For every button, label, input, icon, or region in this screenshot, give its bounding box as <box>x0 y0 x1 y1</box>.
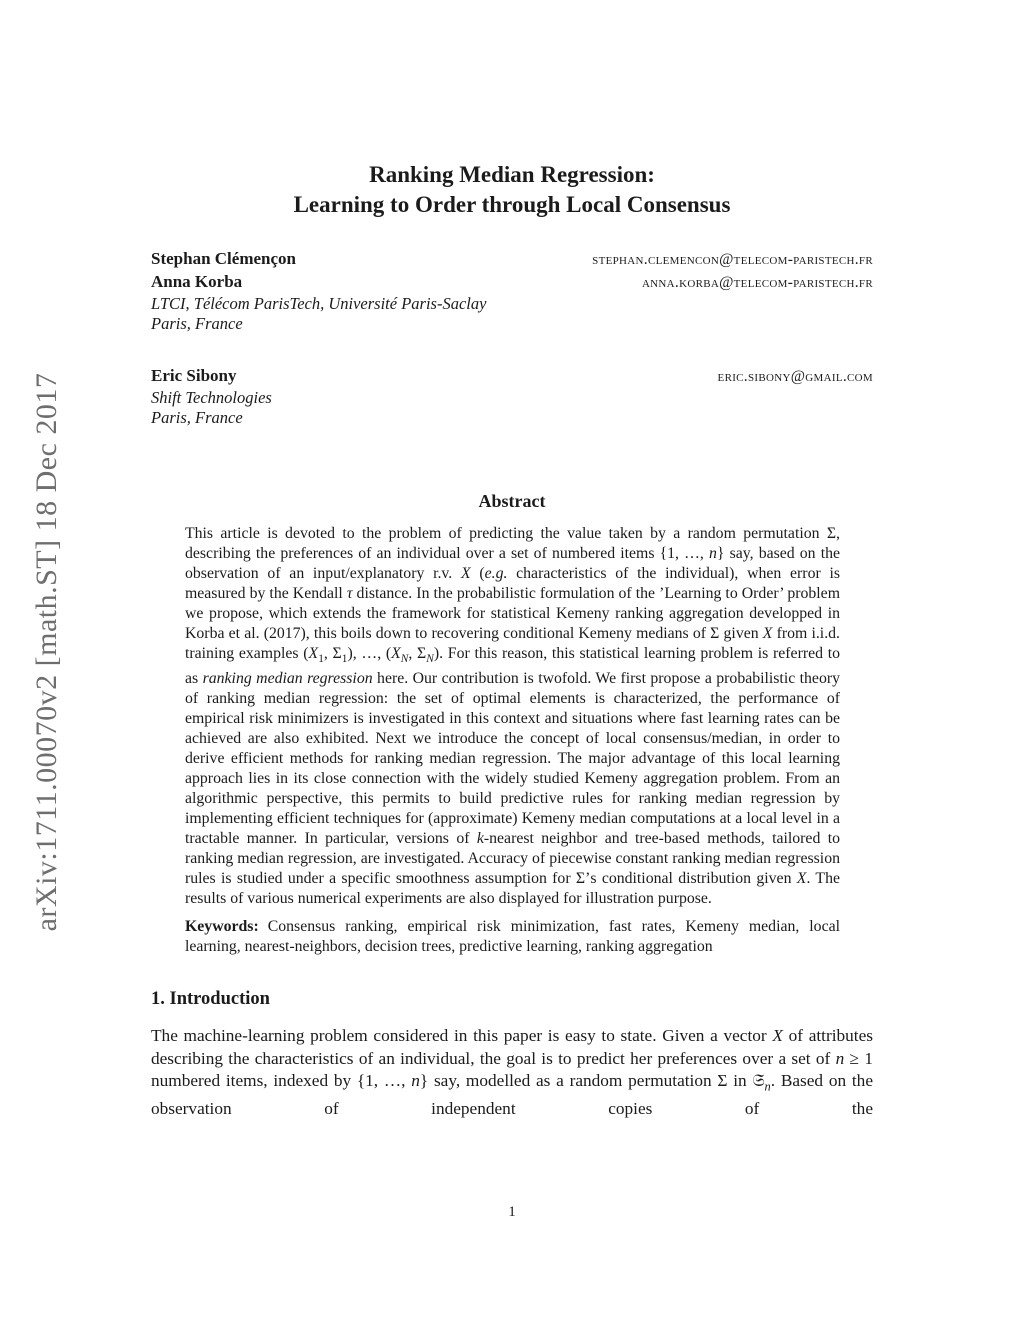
keywords-label: Keywords: <box>185 918 259 936</box>
section-heading-introduction: 1. Introduction <box>151 989 270 1010</box>
author-block-2 <box>151 365 873 427</box>
author-affiliation: LTCI, Télécom ParisTech, Université Paris-Saclay <box>151 294 487 313</box>
abstract-keywords <box>185 917 840 957</box>
author-name: Stephan Clémençon <box>151 249 296 268</box>
author-affiliation: Paris, France <box>151 313 243 333</box>
abstract-body: This article is devoted to the problem of predicting the value taken by a random permutation Σ, describing the preferences of an individual over a set of numbered items {1, …, n} say, based on the observation of an input/explanatory r.v. X (e.g. characteristics of the individual), when error is measured by the Kendall τ distance. In the probabilistic formulation of the ’Learning to Order’ problem we propose, which extends the framework for statistical Kemeny ranking aggregation developped in Korba et al. (2017), this boils down to recovering conditional Kemeny medians of Σ given X from i.i.d. training examples ($X_1$, $\Sigma_1$), …, ($X_N$, $\Sigma_N$). For this reason, this statistical learning problem is referred to as ranking median regression here. Our contribution is twofold. We first propose a probabilistic theory of ranking median regression: the set of optimal elements is characterized, the performance of empirical risk minimizers is investigated in this context and situations where fast learning rates can be achieved are also exhibited. Next we introduce the concept of local consensus/median, in order to derive efficient methods for ranking median regression. The major advantage of this local learning approach lies in its close connection with the widely studied Kemeny aggregation problem. From an algorithmic perspective, this permits to build predictive rules for ranking median regression by implementing efficient techniques for (approximate) Kemeny median computations at a local level in a tractable manner. In particular, versions of k-nearest neighbor and tree-based methods, tailored to ranking median regression, are investigated. Accuracy of piecewise constant ranking median regression rules is studied under a specific smoothness assumption for Σ’s conditional distribution given X. The results of various numerical experiments are also displayed for illustration purpose. <box>185 525 841 908</box>
author-block-1 <box>151 248 873 333</box>
author-name: Eric Sibony <box>151 366 237 385</box>
author-affiliation: Paris, France <box>151 407 243 427</box>
author-email: eric.sibony@gmail.com <box>717 368 873 385</box>
paper-title-line2: Learning to Order through Local Consensus <box>293 192 731 217</box>
introduction-paragraph: The machine-learning problem considered in this paper is easy to state. Given a vector X of attributes describing the characteristics of an individual, the goal is to predict her preferences over a set of n ≥ 1 numbered items, indexed by {1, …, n} say, modelled as a random permutation Σ in 𝔖$_n$. Based on the observation of independent copies of the <box>151 1026 873 1119</box>
author-row <box>151 365 873 388</box>
author-row <box>151 248 873 271</box>
author-name: Anna Korba <box>151 272 243 291</box>
paper-content <box>151 0 873 1121</box>
keywords-text: Consensus ranking, empirical risk minimization, fast rates, Kemeny median, local learning, nearest-neighbors, decision trees, predictive learning, ranking aggregation <box>185 918 840 956</box>
author-row <box>151 271 873 294</box>
author-affiliation: Shift Technologies <box>151 388 272 407</box>
abstract-heading: Abstract <box>478 491 546 511</box>
author-email: stephan.clemencon@telecom-paristech.fr <box>592 251 873 268</box>
paper-title-line1: Ranking Median Regression: <box>369 162 655 187</box>
author-email: anna.korba@telecom-paristech.fr <box>641 274 873 291</box>
page-number: 1 <box>508 1204 516 1220</box>
arxiv-watermark: arXiv:1711.00070v2 [math.ST] 18 Dec 2017 <box>30 372 63 932</box>
paper-title <box>151 160 873 220</box>
